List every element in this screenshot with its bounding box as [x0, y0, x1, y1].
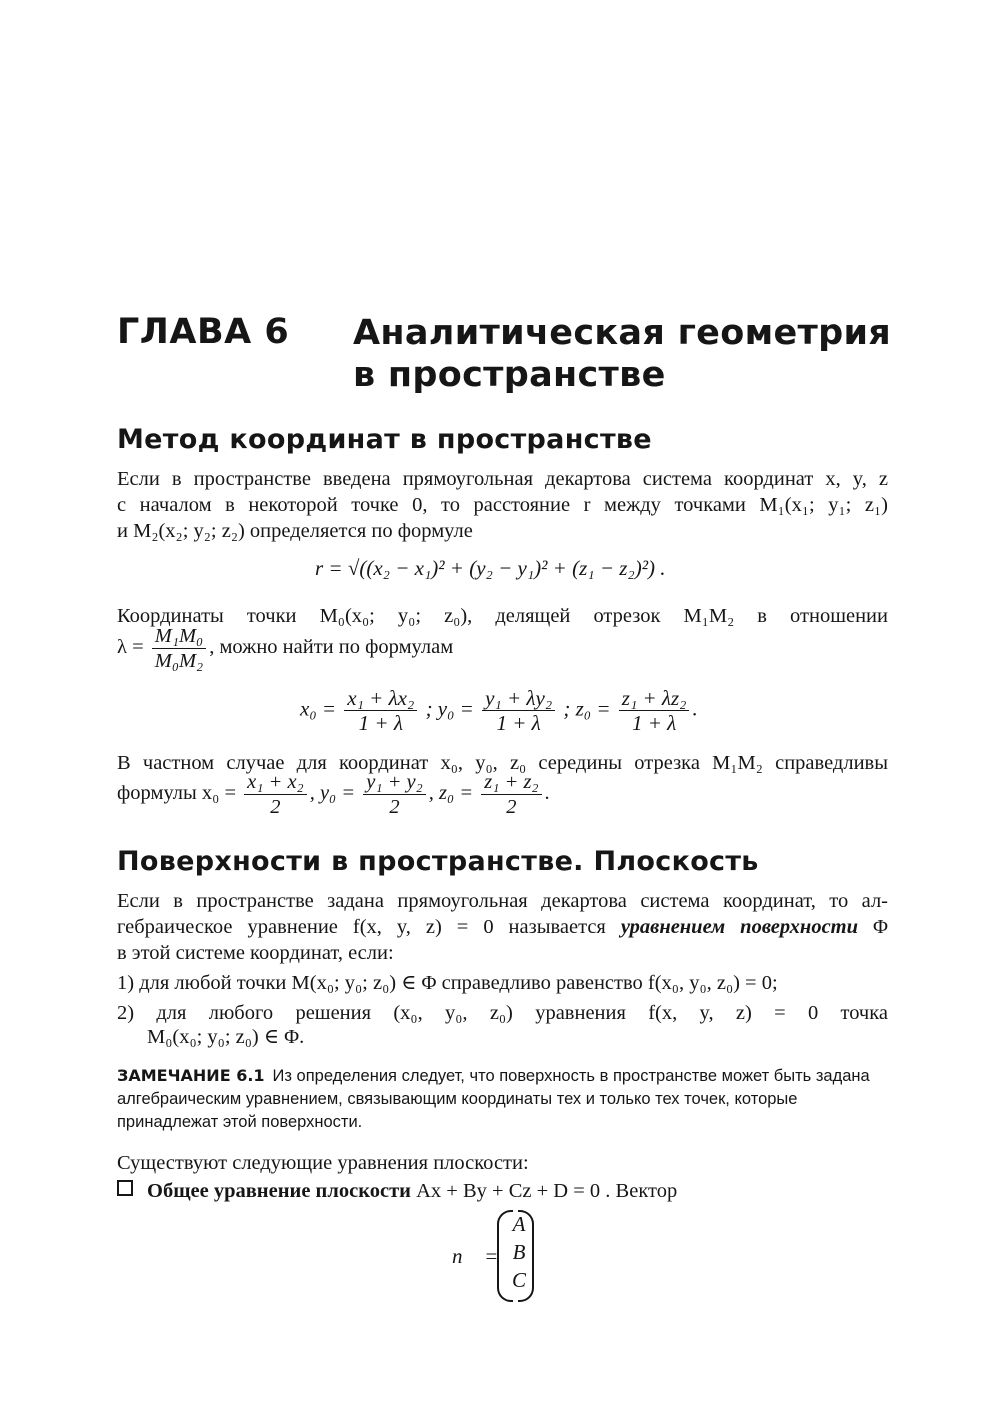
midpoint-prefix: формулы x₀ =	[117, 782, 237, 805]
paragraph-line: и M₂(x₂; y₂; z₂) определяется по формуле	[117, 520, 473, 542]
midpoint-z-lhs: , z₀ =	[428, 782, 474, 805]
vector-cell: A	[512, 1212, 526, 1236]
formula-x-denominator: 1 + λ	[358, 711, 403, 735]
checkbox-bullet-icon	[117, 1180, 133, 1196]
formula-z-lhs: ; z₀ =	[563, 696, 611, 721]
chapter-label: ГЛАВА 6	[117, 312, 290, 352]
midpoint-y-lhs: , y₀ =	[309, 782, 356, 805]
remark-text: Из определения следует, что поверхность в пространстве может быть задана алгебраическим уравнением, связывающим координаты тех и только тех точек, которые принадлежат этой поверхности.	[117, 1067, 870, 1131]
paragraph-surface-definition	[117, 888, 888, 966]
midpoint-x-fraction	[244, 770, 307, 819]
vector-cell: B	[512, 1240, 526, 1264]
vector-label: n⃗ =	[452, 1244, 499, 1268]
bullet-text: Ax + By + Cz + D = 0 . Вектор	[411, 1180, 678, 1202]
lambda-definition	[117, 624, 888, 673]
paragraph-line	[117, 914, 888, 940]
formula-z-fraction	[619, 686, 690, 735]
formula-x-numerator: x₁ + λx₂	[344, 686, 417, 711]
section-heading-surfaces: Поверхности в пространстве. Плоскость	[117, 846, 759, 877]
formula-y-denominator: 1 + λ	[496, 711, 541, 735]
paragraph-plane-equations: Существуют следующие уравнения плоскости:	[117, 1152, 529, 1174]
chapter-title	[353, 312, 891, 396]
midpoint-z-fraction	[481, 770, 541, 819]
midpoint-end: .	[544, 782, 550, 805]
formula-x-fraction	[344, 686, 417, 735]
midpoint-x-numerator: x₁ + x₂	[244, 770, 307, 795]
condition-item-2-line2: M₀(x₀; y₀; z₀) ∈ Φ.	[147, 1026, 305, 1048]
lambda-fraction	[152, 624, 206, 673]
distance-formula: r = √((x₂ − x₁)² + (y₂ − y₁)² + (z₁ − z₂)²) .	[315, 556, 666, 580]
bullet-bold-text: Общее уравнение плоскости	[147, 1180, 411, 1202]
lambda-numerator: M₁M₀	[152, 624, 206, 649]
paragraph-line: в этой системе координат, если:	[117, 942, 394, 964]
midpoint-y-numerator: y₁ + y₂	[363, 770, 426, 795]
text-run: гебраическое уравнение f(x, y, z) = 0 называется	[117, 916, 621, 938]
chapter-title-line1: Аналитическая геометрия	[353, 313, 892, 353]
condition-item-1: 1) для любой точки M(x₀; y₀; z₀) ∈ Φ справедливо равенство f(x₀, y₀, z₀) = 0;	[117, 972, 778, 994]
section-heading-coordinates: Метод координат в пространстве	[117, 424, 652, 455]
lambda-tail: , можно найти по формулам	[209, 636, 454, 659]
midpoint-z-numerator: z₁ + z₂	[481, 770, 541, 795]
formula-y-fraction	[482, 686, 555, 735]
paragraph-line: Если в пространстве задана прямоугольная декартова система координат, то ал-	[117, 890, 888, 912]
paragraph-distance	[117, 466, 888, 544]
emphasis-term: уравнением поверхности	[620, 916, 859, 938]
remark-label: ЗАМЕЧАНИЕ 6.1	[117, 1066, 265, 1085]
lambda-denominator: M₀M₂	[154, 650, 204, 672]
formula-y-numerator: y₁ + λy₂	[482, 686, 555, 711]
paragraph-midpoint-line: В частном случае для координат x₀, y₀, z₀ середины отрезка M₁M₂ справедливы	[117, 752, 888, 774]
formula-x-lhs: x₀ =	[300, 696, 337, 721]
division-formulas	[300, 686, 698, 735]
formula-end: .	[692, 696, 698, 721]
formula-z-denominator: 1 + λ	[631, 711, 677, 735]
right-paren-icon	[518, 1210, 534, 1302]
midpoint-y-denominator: 2	[389, 796, 400, 818]
text-run: Φ	[858, 916, 888, 938]
midpoint-z-denominator: 2	[506, 796, 517, 818]
paragraph-line: Если в пространстве введена прямоугольная декартова система координат x, y, z	[117, 468, 888, 490]
formula-z-numerator: z₁ + λz₂	[619, 686, 690, 711]
remark-block	[117, 1064, 888, 1134]
chapter-title-line2: в пространстве	[353, 355, 666, 395]
formula-y-lhs: ; y₀ =	[425, 696, 474, 721]
midpoint-x-denominator: 2	[270, 796, 281, 818]
paragraph-division-line: Координаты точки M₀(x₀; y₀; z₀), делящей отрезок M₁M₂ в отношении	[117, 605, 888, 627]
paragraph-line: с началом в некоторой точке 0, то расстояние r между точками M₁(x₁; y₁; z₁)	[117, 494, 888, 516]
midpoint-formulas	[117, 770, 888, 819]
condition-item-2-line1: 2) для любого решения (x₀, y₀, z₀) уравнения f(x, y, z) = 0 точка	[117, 1002, 888, 1024]
lambda-symbol: λ =	[117, 636, 144, 659]
vector-cell: C	[511, 1268, 526, 1292]
midpoint-y-fraction	[363, 770, 426, 819]
bullet-general-equation	[117, 1178, 888, 1204]
